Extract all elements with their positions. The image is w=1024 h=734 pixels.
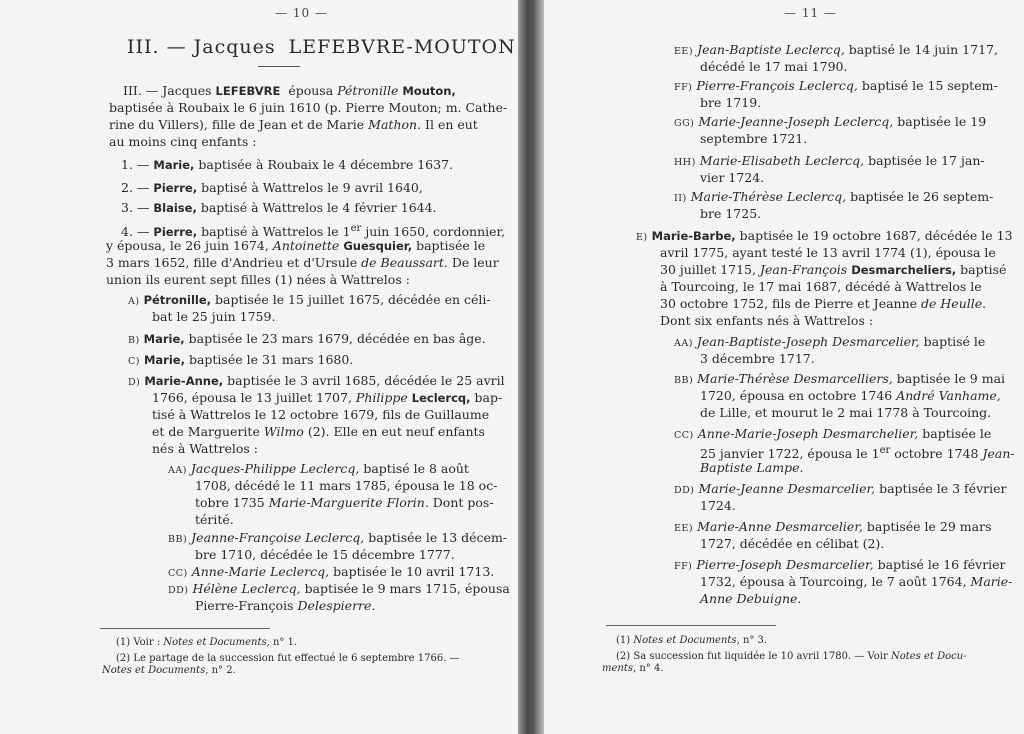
para-line: bre 1725. — [700, 206, 762, 221]
para-line — [700, 443, 1015, 461]
text-fragment: n° 1. — [272, 637, 298, 648]
text-fragment: (1) Voir : — [116, 637, 161, 648]
text-fragment: Marie-Elisabeth Leclercq, — [699, 153, 865, 168]
text-fragment: Jean-François — [759, 262, 848, 277]
text-fragment: Hélène Leclercq, — [192, 581, 301, 596]
footnote — [116, 637, 297, 649]
text-fragment: Jean-Baptiste-Joseph Desmarcelier, — [696, 334, 920, 349]
text-fragment: Marie, — [143, 353, 185, 367]
text-fragment: 4. — — [121, 224, 150, 240]
text-fragment: baptisé à Wattrelos le 1 — [201, 224, 351, 240]
para-line: 1727, décédée en célibat (2). — [700, 536, 885, 551]
text-fragment: DD) — [168, 585, 189, 596]
text-fragment: baptisée le 9 mars 1715, épousa — [304, 581, 510, 596]
para-line: bre 1710, décédée le 15 décembre 1777. — [195, 547, 455, 562]
para-line — [109, 117, 478, 132]
text-fragment: er — [879, 445, 891, 456]
text-fragment: de Heulle. — [921, 296, 987, 311]
para-line: avril 1775, ayant testé le 13 avril 1774 (1), épousa le — [660, 245, 996, 260]
text-fragment: baptisé à Wattrelos le 9 avril 1640, — [201, 180, 423, 195]
text-fragment: er — [350, 223, 362, 234]
text-fragment: CC) — [674, 430, 694, 441]
text-fragment: Anne-Marie-Joseph Desmarchelier, — [697, 426, 919, 441]
text-fragment: (1) — [616, 635, 631, 646]
text-fragment: André Vanhame, — [896, 388, 1001, 403]
text-fragment: II) — [674, 193, 687, 204]
text-fragment: Leclercq, — [411, 391, 471, 405]
para-line: bat le 25 juin 1759. — [152, 309, 276, 324]
text-fragment: EE) — [674, 46, 694, 57]
list-item — [121, 180, 423, 196]
text-fragment: baptisée le — [416, 238, 486, 253]
para-line — [700, 388, 1001, 403]
text-fragment: Marie-Jeanne Desmarcelier, — [698, 481, 876, 496]
text-fragment: baptisé le 16 février — [877, 557, 1006, 572]
para-line — [152, 424, 485, 439]
text-fragment: 1. — — [121, 157, 150, 172]
text-fragment: Marie, — [153, 158, 195, 172]
text-fragment: baptisé le 8 août — [363, 461, 469, 476]
text-fragment: 2. — — [121, 180, 150, 195]
para-line: septembre 1721. — [700, 131, 808, 146]
text-fragment: Blaise, — [153, 201, 197, 215]
text-fragment: Pierre, — [153, 225, 198, 240]
text-fragment: BB) — [168, 534, 188, 545]
text-fragment: baptisé le — [923, 334, 986, 349]
text-fragment: baptisée le — [922, 426, 992, 441]
text-fragment: Marie- — [970, 574, 1013, 589]
footnote-rule — [606, 625, 776, 626]
text-fragment: baptisée le 15 juillet 1675, décédée en céli- — [215, 292, 491, 307]
text-fragment: épousa — [288, 83, 334, 98]
list-item — [674, 334, 985, 351]
text-fragment: baptisée le 29 mars — [866, 519, 992, 534]
text-fragment: Marie-Anne Desmarcelier, — [697, 519, 863, 534]
text-fragment: Marie-Jeanne-Joseph Leclercq, — [698, 114, 894, 129]
list-item — [674, 42, 998, 59]
text-fragment: baptisée le 19 — [897, 114, 987, 129]
para-line: de Lille, et mourut le 2 mai 1778 à Tourcoing. — [700, 405, 992, 420]
text-fragment: Jean-Baptiste Leclercq, — [697, 42, 845, 57]
text-fragment: 1766, épousa le 13 juillet 1707, — [152, 390, 352, 405]
text-fragment: Marie-Barbe, — [651, 229, 736, 243]
para-line: Baptiste Lampe. — [700, 460, 804, 475]
text-fragment: Wilmo — [263, 424, 304, 439]
text-fragment: de Beaussart. — [361, 255, 448, 270]
text-fragment: 25 janvier 1722, épousa le 1 — [700, 446, 880, 462]
para-line: 1708, décédé le 11 mars 1785, épousa le 18 oc- — [195, 478, 498, 493]
text-fragment: 1732, épousa à Tourcoing, le 7 août 1764, — [700, 574, 967, 589]
text-fragment: 30 octobre 1752, fils de Pierre et Jeanne — [660, 296, 918, 311]
text-fragment: Pierre-Joseph Desmarcelier, — [696, 557, 874, 572]
text-fragment: Notes et Docu- — [890, 651, 967, 662]
text-fragment: (2) Sa succession fut liquidée le 10 avril 1780. — Voir — [616, 651, 888, 662]
para-line: décédé le 17 mai 1790. — [700, 59, 848, 74]
text-fragment: baptisée le 31 mars 1680. — [188, 352, 354, 367]
para-line: vier 1724. — [700, 170, 765, 185]
para-line: à Tourcoing, le 17 mai 1687, décédé à Wattrelos le — [660, 279, 982, 294]
text-fragment: Notes et Documents, — [102, 665, 209, 676]
list-item — [168, 461, 469, 478]
para-line — [152, 390, 502, 406]
para-line: nés à Wattrelos : — [152, 441, 259, 456]
page-number-left: — 10 — — [275, 6, 328, 20]
para-line: Dont six enfants nés à Wattrelos : — [660, 313, 874, 328]
text-fragment: bap- — [474, 390, 503, 405]
text-fragment: AA) — [168, 465, 187, 476]
title-rule — [258, 66, 300, 67]
list-item — [674, 371, 1005, 388]
text-fragment: baptisée le 26 septem- — [850, 189, 994, 204]
text-fragment: D) — [128, 377, 141, 388]
para-line: baptisée à Roubaix le 6 juin 1610 (p. Pierre Mouton; m. Cathe- — [109, 100, 508, 115]
text-fragment: LEFEBVRE — [215, 84, 281, 98]
para-line — [700, 574, 1012, 589]
list-item — [674, 153, 985, 170]
para-line: 1724. — [700, 498, 736, 513]
list-item — [674, 519, 991, 536]
text-fragment: FF) — [674, 82, 693, 93]
footnote — [602, 663, 664, 675]
text-fragment: HH) — [674, 157, 696, 168]
list-item — [121, 157, 453, 173]
text-fragment: tobre 1735 — [195, 495, 265, 510]
para-line — [106, 238, 485, 254]
text-fragment: AA) — [674, 338, 693, 349]
text-fragment: baptisée le 3 avril 1685, décédée le 25 avril — [227, 373, 505, 388]
text-fragment: CC) — [168, 568, 188, 579]
text-fragment: Marie-Thérèse Leclercq, — [690, 189, 847, 204]
text-fragment: E) — [636, 232, 648, 243]
text-fragment: Guesquier, — [343, 239, 413, 253]
text-fragment: n° 2. — [211, 665, 236, 676]
title-prefix: III. — Jacques — [127, 36, 276, 58]
text-fragment: Desmarcheliers, — [851, 263, 957, 277]
page-title — [127, 36, 516, 58]
text-fragment: De leur — [451, 255, 499, 270]
text-fragment: Philippe — [355, 390, 408, 405]
text-fragment: C) — [128, 356, 140, 367]
text-fragment: n° 3. — [742, 635, 768, 646]
text-fragment: Marie-Thérèse Desmarcelliers, — [697, 371, 893, 386]
list-item — [128, 292, 491, 309]
text-fragment: 3. — — [121, 200, 150, 215]
text-fragment: 3 mars 1652, fille d'Andrieu et d'Ursule — [106, 255, 358, 270]
para-line — [660, 296, 986, 311]
list-item — [636, 228, 1013, 245]
footnote: (2) Le partage de la succession fut effectué le 6 septembre 1766. — — [116, 653, 460, 664]
list-item — [128, 331, 486, 348]
para-line — [195, 495, 494, 510]
text-fragment: 30 juillet 1715, — [660, 262, 756, 277]
text-fragment: baptisée le 17 jan- — [868, 153, 985, 168]
text-fragment: DD) — [674, 485, 695, 496]
para-line — [123, 83, 456, 99]
footnote — [616, 651, 967, 663]
text-fragment: Marie, — [143, 332, 185, 346]
text-fragment: Pétronille — [337, 83, 399, 98]
text-fragment: baptisée à Roubaix le 4 décembre 1637. — [198, 157, 454, 172]
footnote — [616, 635, 767, 647]
text-fragment: baptisé le 14 juin 1717, — [848, 42, 998, 57]
para-line: au moins cinq enfants : — [109, 134, 257, 149]
text-fragment: Notes et Documents, — [163, 637, 270, 648]
text-fragment: Pierre-François Leclercq, — [696, 78, 858, 93]
para-line — [195, 598, 375, 613]
text-fragment: BB) — [674, 375, 694, 386]
text-fragment: baptisée le 10 avril 1713. — [333, 564, 495, 579]
text-fragment: y épousa, le 26 juin 1674, — [106, 238, 269, 253]
text-fragment: GG) — [674, 118, 695, 129]
right-page — [544, 0, 1024, 734]
text-fragment: Jeanne-Françoise Leclercq, — [191, 530, 365, 545]
text-fragment: EE) — [674, 523, 694, 534]
list-item — [674, 78, 998, 95]
text-fragment: Il en eut — [425, 117, 478, 132]
list-item — [168, 530, 507, 547]
list-item — [674, 481, 1006, 498]
list-item — [674, 426, 991, 443]
text-fragment: Jean- — [982, 446, 1015, 462]
list-item — [121, 200, 437, 216]
text-fragment: baptisé le 15 septem- — [861, 78, 998, 93]
para-line — [106, 255, 499, 270]
text-fragment: baptisée le 9 mai — [896, 371, 1006, 386]
text-fragment: rine du Villers), fille de Jean et de Marie — [109, 117, 365, 132]
text-fragment: baptisé — [960, 262, 1007, 277]
text-fragment: Mathon. — [368, 117, 422, 132]
text-fragment: octobre 1748 — [894, 446, 979, 462]
footnote-rule — [100, 628, 270, 629]
footnote — [102, 665, 236, 677]
para-line: bre 1719. — [700, 95, 762, 110]
para-line: union ils eurent sept filles (1) nées à Wattrelos : — [106, 272, 410, 287]
book-gutter — [518, 0, 544, 734]
text-fragment: et de Marguerite — [152, 424, 260, 439]
text-fragment: ments, — [602, 663, 637, 674]
page-number-right: — 11 — — [784, 6, 837, 20]
text-fragment: Pétronille, — [143, 293, 212, 307]
text-fragment: baptisée le 23 mars 1679, décédée en bas âge. — [188, 331, 486, 346]
text-fragment: A) — [128, 296, 140, 307]
list-item — [674, 114, 986, 131]
para-line — [660, 262, 1006, 278]
text-fragment: III. — Jacques — [123, 83, 212, 98]
text-fragment: Mouton, — [402, 84, 456, 98]
text-fragment: Antoinette — [272, 238, 340, 253]
text-fragment: juin 1650, cordonnier, — [365, 224, 506, 240]
text-fragment: baptisée le 3 février — [879, 481, 1007, 496]
para-line: 3 décembre 1717. — [700, 351, 815, 366]
text-fragment: Notes et Documents, — [633, 635, 740, 646]
list-item — [168, 564, 494, 581]
para-line: térité. — [195, 512, 234, 527]
text-fragment: Anne-Marie Leclercq, — [191, 564, 330, 579]
text-fragment: baptisée le 19 octobre 1687, décédée le 13 — [739, 228, 1013, 243]
text-fragment: FF) — [674, 561, 693, 572]
list-item — [168, 581, 510, 598]
title-name: LEFEBVRE-MOUTON — [288, 36, 516, 58]
text-fragment: (2). Elle en eut neuf enfants — [307, 424, 485, 439]
text-fragment: Marie-Marguerite Florin. — [268, 495, 429, 510]
text-fragment: Pierre, — [153, 181, 198, 195]
text-fragment: baptisé à Wattrelos le 4 février 1644. — [200, 200, 437, 215]
list-item — [128, 352, 353, 369]
text-fragment: n° 4. — [639, 663, 664, 674]
para-line: Anne Debuigne. — [700, 591, 802, 606]
list-item — [674, 189, 993, 206]
para-line: tisé à Wattrelos le 12 octobre 1679, fils de Guillaume — [152, 407, 490, 422]
text-fragment: 1720, épousa en octobre 1746 — [700, 388, 893, 403]
text-fragment: Marie-Anne, — [144, 374, 224, 388]
text-fragment: Delespierre. — [297, 598, 376, 613]
list-item — [128, 373, 505, 390]
text-fragment: baptisée le 13 décem- — [368, 530, 508, 545]
text-fragment: B) — [128, 335, 140, 346]
text-fragment: Pierre-François — [195, 598, 294, 613]
list-item — [674, 557, 1006, 574]
text-fragment: Jacques-Philippe Leclercq, — [190, 461, 360, 476]
text-fragment: Dont pos- — [432, 495, 494, 510]
